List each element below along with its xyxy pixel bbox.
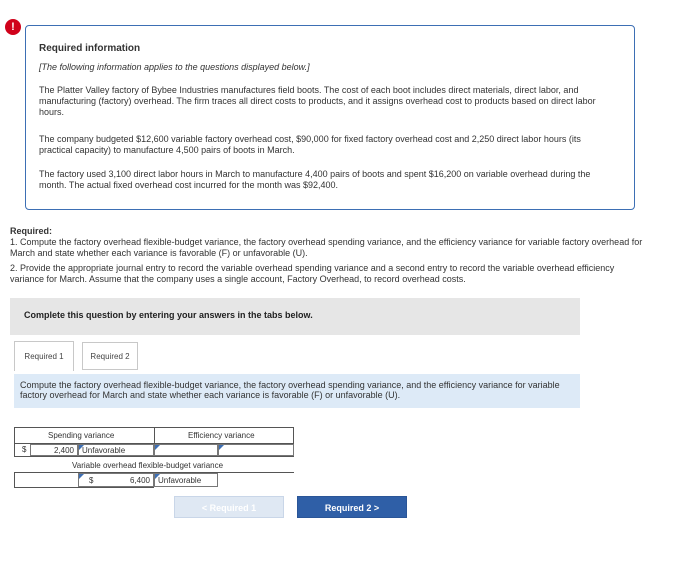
flexible-budget-variance-header: Variable overhead flexible-budget variance [72, 461, 224, 470]
spending-variance-value: 2,400 [53, 446, 74, 455]
info-paragraph-1: The Platter Valley factory of Bybee Industries manufactures field boots. The cost of each boot includes direct materials, direct labor, and manufacturing (factory) overhead. The firm traces all direct costs to products, and it assigns overhead cost to products based on direct labor hours. [39, 85, 596, 117]
input-flag-icon [79, 474, 84, 479]
tab-required-2[interactable]: Required 2 [82, 342, 138, 370]
efficiency-status-select[interactable] [218, 444, 294, 456]
tab-required-1[interactable]: Required 1 [14, 341, 74, 371]
currency-symbol: $ [22, 445, 27, 454]
table-border [14, 472, 15, 488]
flexible-budget-variance-input[interactable] [78, 473, 154, 487]
info-title: Required information [39, 43, 141, 54]
instruction-text: Compute the factory overhead flexible-budget variance, the factory overhead spending variance, and the efficiency variance for variable factory overhead for March and state whether each variance is favorable (F) or unfavorable (U). [20, 380, 560, 400]
dropdown-flag-icon [219, 445, 224, 450]
required-item-2: 2. Provide the appropriate journal entry to record the variable overhead spending variance and a second entry to record the variable overhead efficiency variance for March. Assume that the company uses a single account, Factory Overhead, to record overhead costs. [10, 263, 615, 284]
complete-question-text: Complete this question by entering your answers in the tabs below. [24, 310, 313, 320]
flexible-status-value: Unfavorable [158, 476, 202, 485]
required-heading: Required: [10, 226, 53, 236]
info-paragraph-2: The company budgeted $12,600 variable factory overhead cost, $90,000 for fixed factory overhead cost and 2,250 direct labor hours (its practical capacity) to manufacture 4,500 pairs of boots in March. [39, 134, 581, 155]
table-border [14, 456, 294, 457]
alert-icon: ! [5, 19, 21, 35]
efficiency-variance-header: Efficiency variance [188, 431, 255, 440]
spending-status-value: Unfavorable [82, 446, 126, 455]
required-item-1: 1. Compute the factory overhead flexible-budget variance, the factory overhead spending variance, and the efficiency variance for variable factory overhead for March and state whether each variance is favorable (F) or unfavorable (U). [10, 237, 643, 258]
info-paragraph-3: The factory used 3,100 direct labor hours in March to manufacture 4,400 pairs of boots and spent $16,200 on variable overhead during the month. The actual fixed overhead cost incurred for the month was $92,400. [39, 169, 591, 190]
spending-variance-header: Spending variance [48, 431, 115, 440]
next-tab-button[interactable]: Required 2 > [297, 496, 407, 518]
spending-status-select[interactable] [78, 444, 154, 456]
required-information-box [25, 25, 635, 210]
table-border [14, 427, 15, 456]
info-subtitle: [The following information applies to the questions displayed below.] [39, 62, 310, 72]
previous-tab-button[interactable]: < Required 1 [174, 496, 284, 518]
efficiency-variance-input[interactable] [154, 444, 218, 456]
table-border [14, 487, 154, 488]
complete-question-bar [10, 298, 580, 335]
flexible-status-select[interactable] [154, 473, 218, 487]
spending-variance-input[interactable] [30, 444, 78, 456]
flexible-budget-variance-value: 6,400 [129, 476, 150, 485]
input-flag-icon [155, 445, 160, 450]
flexible-currency-symbol: $ [89, 476, 94, 485]
instruction-panel [14, 374, 580, 408]
